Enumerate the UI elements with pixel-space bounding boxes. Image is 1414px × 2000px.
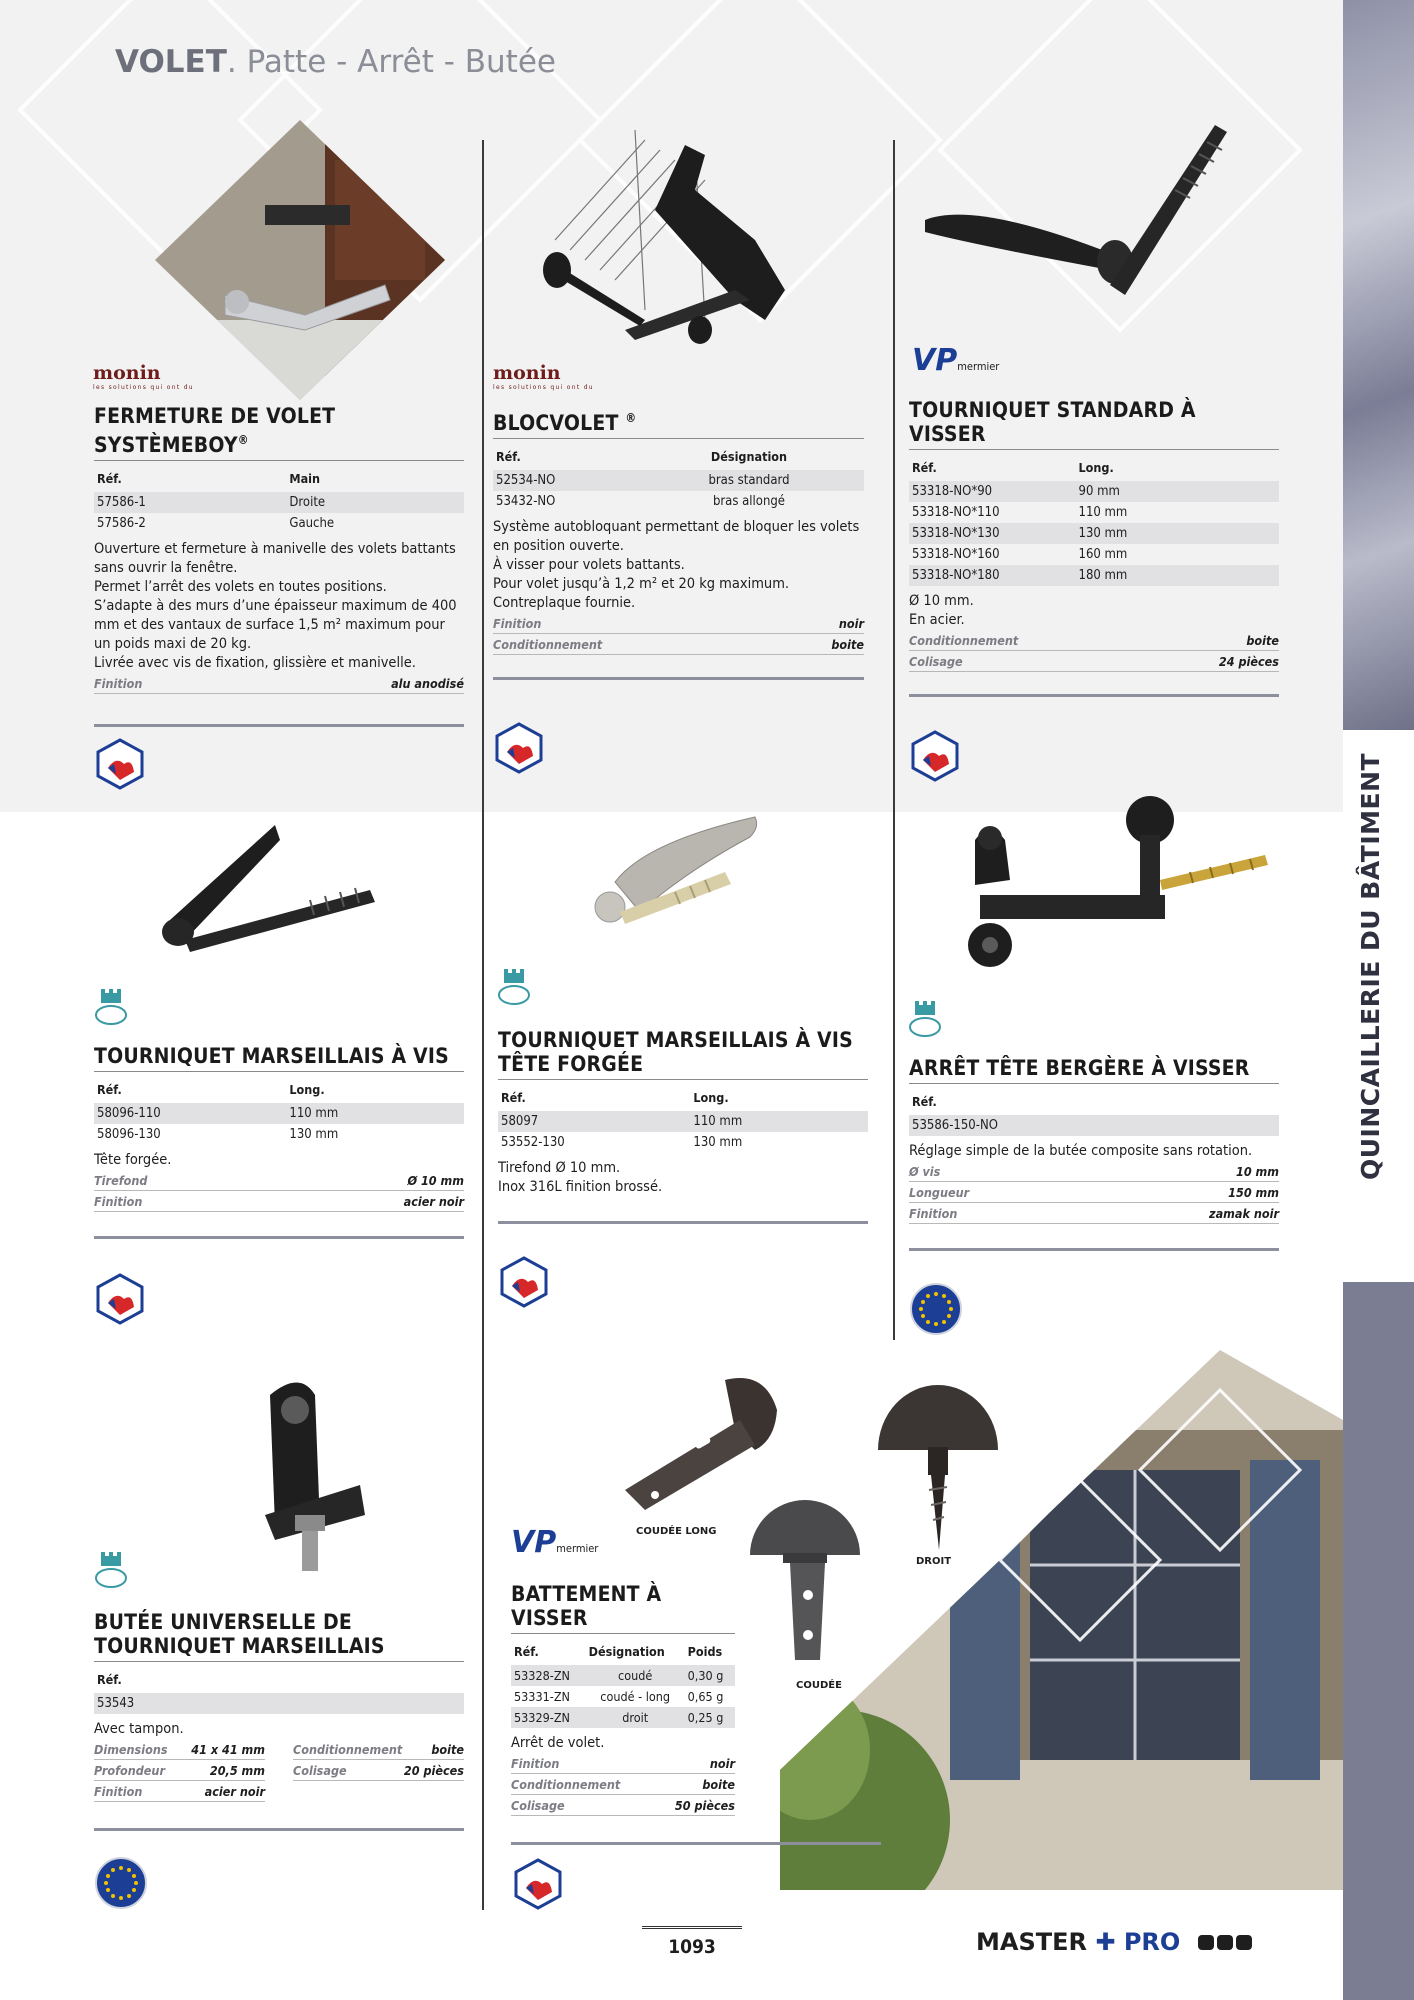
value-cell: 110 mm <box>1078 505 1128 520</box>
ref-cell: 58096-130 <box>97 1127 161 1142</box>
value-cell: 110 mm <box>286 1103 464 1124</box>
table-row <box>511 1686 735 1707</box>
value-cell: coudé - long <box>600 1689 671 1704</box>
section-rule <box>493 677 864 680</box>
ref-cell: 53331-ZN <box>514 1689 570 1704</box>
spec-value: 50 pièces <box>674 1798 735 1813</box>
brand-tagline: les solutions qui ont du <box>493 384 594 391</box>
spec-value: 150 mm <box>1228 1185 1279 1200</box>
spec-value: noir <box>838 616 864 631</box>
registered-mark: ® <box>625 411 637 425</box>
spec-row <box>94 1191 464 1212</box>
star-icon: ✚ <box>1095 1928 1116 1956</box>
side-band-bottom <box>1343 1282 1414 2000</box>
tortel-logo <box>497 965 531 1007</box>
dot-icon <box>1198 1935 1214 1950</box>
product-description: Ouverture et fermeture à manivelle des volets battants sans ouvrir la fenêtre. Permet l’arrêt des volets en toutes positions. S’adapte à des murs d’une épaisseur maximum de 400 mm et des vantaux de surface 1,5 m² maximum pour un poids maxi de 20 kg. Livrée avec vis de fixation, glissière et manivelle. <box>94 541 457 671</box>
table-row <box>94 1124 464 1145</box>
spec-row <box>293 1739 464 1760</box>
value-cell: Droite <box>286 492 464 513</box>
product-title <box>94 404 464 461</box>
table-row <box>498 1111 868 1132</box>
spec-row <box>94 673 464 694</box>
tortel-logo <box>94 1548 128 1590</box>
brand-logo-mermier-1 <box>912 343 999 378</box>
ref-cell: 53432-NO <box>496 494 556 509</box>
value-cell: droit <box>586 1707 685 1728</box>
brand-sub: mermier <box>957 360 1000 373</box>
spec-key: Conditionnement <box>909 633 1019 648</box>
col-header: Désignation <box>710 449 788 464</box>
value-cell: 0,25 g <box>685 1707 735 1728</box>
product-title: BUTÉE UNIVERSELLE DE TOURNIQUET MARSEILLAIS <box>94 1610 464 1662</box>
brand-master: MASTER <box>976 1928 1087 1956</box>
product-title: TOURNIQUET STANDARD À VISSER <box>909 398 1279 450</box>
col-header: Réf. <box>496 449 521 464</box>
origine-france-badge <box>498 1256 550 1308</box>
dot-icon <box>1217 1935 1233 1950</box>
origine-france-badge <box>909 730 961 782</box>
value-cell: 0,30 g <box>685 1665 735 1686</box>
ref-cell: 53318-NO*160 <box>912 547 1000 562</box>
brand-name: monin <box>93 362 161 384</box>
value-cell: 130 mm <box>693 1135 743 1150</box>
product-image-butee-universelle <box>250 1375 380 1580</box>
col-header: Main <box>289 471 321 486</box>
spec-value: acier noir <box>204 1784 265 1799</box>
spec-key: Conditionnement <box>511 1777 621 1792</box>
col-header: Long. <box>289 1082 325 1097</box>
product-image-arret-tete-bergere <box>950 790 1270 980</box>
tortel-logo <box>908 997 942 1039</box>
product-title: TOURNIQUET MARSEILLAIS À VIS <box>94 1044 464 1072</box>
origine-france-badge <box>94 1273 146 1325</box>
spec-row <box>94 1739 265 1760</box>
table-row <box>909 1115 1279 1136</box>
product-title-text: FERMETURE DE VOLET SYSTÈMEBOY <box>94 404 336 457</box>
product-arret-tete-bergere <box>909 1056 1279 1251</box>
product-image-tourniquet-tete-forgee <box>585 812 785 962</box>
page-title-bold: VOLET <box>115 44 227 80</box>
section-rule <box>94 724 464 727</box>
spec-row <box>909 651 1279 672</box>
value-cell: 130 mm <box>289 1127 339 1142</box>
product-title <box>493 406 864 439</box>
spec-column-left <box>94 1739 265 1802</box>
product-image-tourniquet-marseillais <box>150 820 390 960</box>
spec-value: alu anodisé <box>391 676 464 691</box>
product-fermeture-volet <box>94 404 464 727</box>
product-description: Avec tampon. <box>94 1721 184 1737</box>
spec-key: Finition <box>94 676 143 691</box>
table-row <box>909 502 1279 523</box>
ref-cell: 53318-NO*180 <box>909 565 1076 586</box>
spec-value: noir <box>709 1756 735 1771</box>
spec-value: boite <box>702 1777 735 1792</box>
product-tourniquet-marseillais <box>94 1044 464 1239</box>
product-image-tourniquet-standard <box>915 120 1265 340</box>
table-row <box>94 1103 464 1124</box>
origine-france-badge <box>94 738 146 790</box>
spec-key: Longueur <box>909 1185 970 1200</box>
brand-pro: PRO <box>1123 1928 1181 1956</box>
reference-table <box>94 1079 464 1145</box>
spec-value: Ø 10 mm <box>407 1173 464 1188</box>
product-description: Tirefond Ø 10 mm. Inox 316L finition brossé. <box>498 1160 663 1195</box>
product-title: BATTEMENT À VISSER <box>511 1582 735 1634</box>
value-cell: 130 mm <box>1076 523 1280 544</box>
ref-cell: 52534-NO <box>493 470 634 491</box>
product-title-text: BLOCVOLET <box>493 411 619 435</box>
reference-table <box>909 1091 1279 1136</box>
reference-table <box>511 1641 735 1728</box>
product-title: TOURNIQUET MARSEILLAIS À VIS TÊTE FORGÉE <box>498 1028 868 1080</box>
product-image-blocvolet <box>535 130 835 360</box>
spec-row <box>94 1760 265 1781</box>
value-cell: Gauche <box>289 516 335 531</box>
table-row <box>909 523 1279 544</box>
section-rule <box>909 1248 1279 1251</box>
spec-value: zamak noir <box>1209 1206 1279 1221</box>
section-label: QUINCAILLERIE DU BÂTIMENT <box>1356 752 1385 1180</box>
spec-row <box>493 613 864 634</box>
table-row <box>94 492 464 513</box>
col-header: Réf. <box>97 471 122 486</box>
spec-value: 20,5 mm <box>209 1763 265 1778</box>
product-tourniquet-standard <box>909 398 1279 697</box>
spec-key: Conditionnement <box>293 1742 403 1757</box>
reference-table <box>909 457 1279 586</box>
value-cell: 180 mm <box>1076 565 1280 586</box>
spec-value: 20 pièces <box>403 1763 464 1778</box>
spec-key: Finition <box>511 1756 560 1771</box>
caption-coudee-long: COUDÉE LONG <box>636 1526 717 1537</box>
spec-row <box>909 1161 1279 1182</box>
col-header: Désignation <box>588 1644 665 1659</box>
spec-row <box>94 1170 464 1191</box>
ref-cell: 53318-NO*130 <box>909 523 1076 544</box>
origine-france-badge <box>493 722 545 774</box>
page-title <box>115 44 556 80</box>
brand-logo-mermier-2 <box>511 1525 598 1560</box>
section-rule <box>498 1221 868 1224</box>
col-header: Réf. <box>97 1082 122 1097</box>
registered-mark: ® <box>237 433 249 447</box>
brand-name: VP <box>511 1525 557 1560</box>
spec-key: Finition <box>493 616 542 631</box>
spec-key: Ø vis <box>909 1164 941 1179</box>
section-rule <box>94 1236 464 1239</box>
footer-rule <box>642 1926 742 1929</box>
ref-cell: 53543 <box>94 1693 464 1714</box>
product-battement <box>511 1582 735 1816</box>
col-header: Long. <box>693 1090 729 1105</box>
value-cell: 110 mm <box>690 1111 868 1132</box>
spec-value: boite <box>1246 633 1279 648</box>
spec-row <box>293 1760 464 1781</box>
section-rule <box>909 694 1279 697</box>
reference-table <box>94 1669 464 1714</box>
ref-cell: 57586-2 <box>97 516 146 531</box>
product-description: Ø 10 mm. En acier. <box>909 593 974 628</box>
product-description: Réglage simple de la butée composite sans rotation. <box>909 1143 1253 1159</box>
product-butee-universelle <box>94 1610 464 1831</box>
product-image-fermeture <box>155 120 445 400</box>
side-band-top <box>1343 0 1414 730</box>
reference-table <box>94 468 464 534</box>
table-row <box>511 1665 735 1686</box>
caption-droit: DROIT <box>916 1556 952 1567</box>
brand-logo-monin-1 <box>93 362 194 391</box>
spec-value: boite <box>831 637 864 652</box>
page-number: 1093 <box>668 1936 716 1958</box>
ref-cell: 58096-110 <box>94 1103 286 1124</box>
spec-key: Finition <box>94 1194 143 1209</box>
value-cell: bras standard <box>634 470 864 491</box>
spec-row <box>511 1774 735 1795</box>
spec-value: 41 x 41 mm <box>191 1742 265 1757</box>
table-row <box>909 544 1279 565</box>
house-photo <box>780 1350 1343 1890</box>
spec-key: Profondeur <box>94 1763 165 1778</box>
col-header: Poids <box>687 1644 723 1659</box>
section-rule <box>94 1828 464 1831</box>
brand-sub: mermier <box>556 1542 599 1555</box>
col-header: Réf. <box>501 1090 526 1105</box>
spec-value: boite <box>431 1742 464 1757</box>
spec-row <box>909 630 1279 651</box>
brand-name: monin <box>493 362 561 384</box>
spec-value: acier noir <box>403 1194 464 1209</box>
ref-cell: 53318-NO*90 <box>909 481 1076 502</box>
brand-tagline: les solutions qui ont du <box>93 384 194 391</box>
ref-cell: 57586-1 <box>94 492 286 513</box>
product-description: Tête forgée. <box>94 1152 172 1168</box>
product-blocvolet <box>493 406 864 680</box>
spec-row <box>909 1182 1279 1203</box>
value-cell: 90 mm <box>1076 481 1280 502</box>
col-header: Réf. <box>514 1644 539 1659</box>
origine-france-badge <box>512 1858 564 1910</box>
product-tourniquet-tete-forgee <box>498 1028 868 1224</box>
product-description: Système autobloquant permettant de bloquer les volets en position ouverte. À visser pour volets battants. Pour volet jusqu’à 1,2 m² et 20 kg maximum. Contreplaque fournie. <box>493 519 860 611</box>
dot-icon <box>1236 1935 1252 1950</box>
table-row <box>94 513 464 534</box>
table-row <box>511 1707 735 1728</box>
caption-coudee: COUDÉE <box>796 1680 842 1691</box>
brand-logo-monin-2 <box>493 362 594 391</box>
spec-row <box>94 1781 265 1802</box>
ref-cell: 53318-NO*110 <box>912 505 1000 520</box>
europe-badge <box>94 1856 148 1910</box>
spec-grid <box>94 1739 464 1802</box>
col-header: Long. <box>1078 460 1114 475</box>
product-title: ARRÊT TÊTE BERGÈRE À VISSER <box>909 1056 1279 1084</box>
spec-value: 24 pièces <box>1218 654 1279 669</box>
spec-row <box>493 634 864 655</box>
footer-dots <box>1198 1935 1252 1950</box>
table-row <box>909 481 1279 502</box>
spec-key: Tirefond <box>94 1173 148 1188</box>
spec-row <box>909 1203 1279 1224</box>
spec-column-right <box>293 1739 464 1802</box>
value-cell: coudé <box>586 1665 685 1686</box>
ref-cell: 53552-130 <box>501 1135 565 1150</box>
masterpro-logo <box>976 1928 1180 1956</box>
col-header: Réf. <box>912 1094 937 1109</box>
col-header: Réf. <box>97 1672 122 1687</box>
spec-key: Colisage <box>909 654 963 669</box>
spec-key: Colisage <box>293 1763 347 1778</box>
ref-cell: 53329-ZN <box>511 1707 586 1728</box>
page-title-rest: . Patte - Arrêt - Butée <box>226 44 556 80</box>
spec-value: 10 mm <box>1236 1164 1279 1179</box>
brand-name: VP <box>912 343 958 378</box>
value-cell: bras allongé <box>712 494 786 509</box>
reference-table <box>498 1087 868 1153</box>
product-description: Arrêt de volet. <box>511 1735 605 1751</box>
tortel-logo <box>94 985 128 1027</box>
value-cell: 160 mm <box>1078 547 1128 562</box>
europe-badge <box>909 1282 963 1336</box>
table-row <box>498 1132 868 1153</box>
table-row <box>493 470 864 491</box>
table-row <box>909 565 1279 586</box>
column-divider-2 <box>893 140 895 1340</box>
spec-key: Conditionnement <box>493 637 603 652</box>
column-divider-1 <box>482 140 484 1910</box>
spec-key: Dimensions <box>94 1742 168 1757</box>
spec-row <box>511 1753 735 1774</box>
spec-key: Finition <box>909 1206 958 1221</box>
spec-row <box>511 1795 735 1816</box>
col-header: Réf. <box>912 460 937 475</box>
ref-cell: 53586-150-NO <box>909 1115 1279 1136</box>
section-rule <box>511 1842 881 1845</box>
spec-key: Colisage <box>511 1798 565 1813</box>
value-cell: 0,65 g <box>687 1689 724 1704</box>
reference-table <box>493 446 864 512</box>
table-row <box>493 491 864 512</box>
ref-cell: 58097 <box>498 1111 690 1132</box>
ref-cell: 53328-ZN <box>511 1665 586 1686</box>
spec-key: Finition <box>94 1784 143 1799</box>
table-row <box>94 1693 464 1714</box>
